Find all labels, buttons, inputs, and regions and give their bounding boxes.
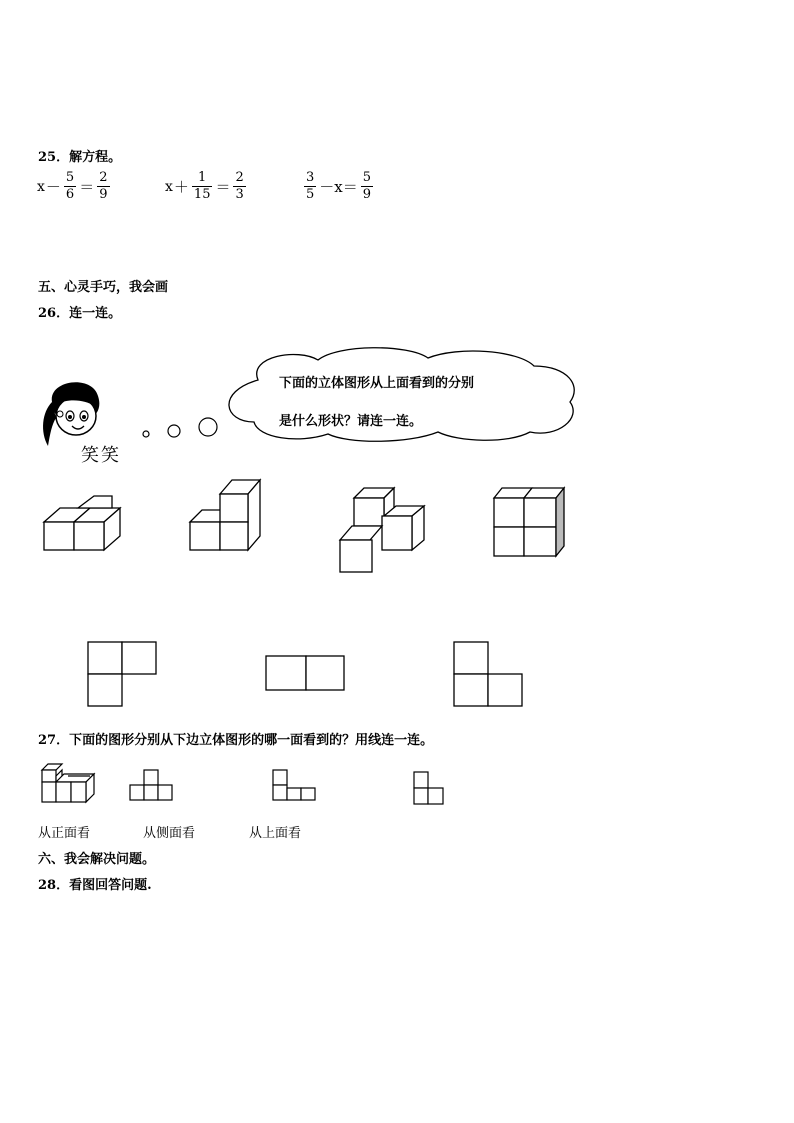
eq3-frac2-num: 5: [362, 170, 372, 185]
eq3-op: －x＝: [319, 178, 358, 196]
section6-title: 六、我会解决问题。: [38, 852, 156, 867]
eq1-frac1-den: 6: [65, 187, 75, 202]
eq2-op: ＋: [173, 178, 189, 196]
q27-view-1: [128, 768, 178, 804]
top-view-1: [86, 640, 160, 708]
eq3-frac2-den: 9: [362, 187, 372, 202]
eq3-frac2: [361, 170, 373, 203]
eq2-frac1: [192, 170, 213, 203]
q26-title: 26．连一连。: [38, 306, 122, 321]
label-side-view: 从侧面看: [143, 826, 196, 841]
eq3-frac1-num: 3: [306, 170, 315, 185]
girl-name: 笑笑: [81, 445, 121, 466]
solid-figure-3: [338, 486, 428, 574]
eq1-frac2-den: 9: [99, 187, 108, 202]
solid-figure-4: [490, 486, 570, 558]
bubble-line-2: 是什么形状？请连一连。: [279, 414, 423, 429]
label-top-view: 从上面看: [249, 826, 302, 841]
solid-figure-1: [40, 494, 124, 554]
q27-solid-figure: [38, 762, 100, 804]
equation-1: [37, 170, 112, 203]
q27-view-2: [271, 768, 321, 804]
thought-dots: [140, 414, 220, 444]
equation-2: [165, 170, 248, 203]
solid-figure-2: [186, 478, 266, 554]
eq1-frac1: [64, 170, 76, 203]
section5-title: 五、心灵手巧，我会画: [38, 280, 169, 295]
eq2-frac2: [233, 170, 245, 203]
eq2-frac1-den: 15: [193, 187, 211, 202]
eq2-equals: ＝: [215, 178, 231, 196]
q28-title: 28．看图回答问题.: [38, 878, 152, 893]
eq2-frac1-num: 1: [198, 170, 207, 185]
eq2-var: x: [165, 178, 173, 195]
eq1-op: －: [45, 178, 61, 196]
q25-title: 25．解方程。: [38, 150, 122, 165]
top-view-2: [264, 654, 348, 694]
eq3-frac1: [304, 170, 316, 203]
eq2-frac2-num: 2: [235, 170, 244, 185]
eq3-frac1-den: 5: [306, 187, 315, 202]
eq1-equals: ＝: [79, 178, 95, 196]
equation-3: [302, 170, 375, 203]
eq1-frac1-num: 5: [65, 170, 75, 185]
bubble-line-1: 下面的立体图形从上面看到的分别: [279, 376, 475, 391]
q27-view-3: [412, 770, 450, 808]
eq2-frac2-den: 3: [235, 187, 244, 202]
top-view-3: [452, 640, 526, 708]
eq1-var: x: [37, 178, 45, 195]
q27-title: 27．下面的图形分别从下边立体图形的哪一面看到的？用线连一连。: [38, 733, 434, 748]
eq1-frac2: [97, 170, 109, 203]
label-front-view: 从正面看: [38, 826, 91, 841]
eq1-frac2-num: 2: [99, 170, 108, 185]
